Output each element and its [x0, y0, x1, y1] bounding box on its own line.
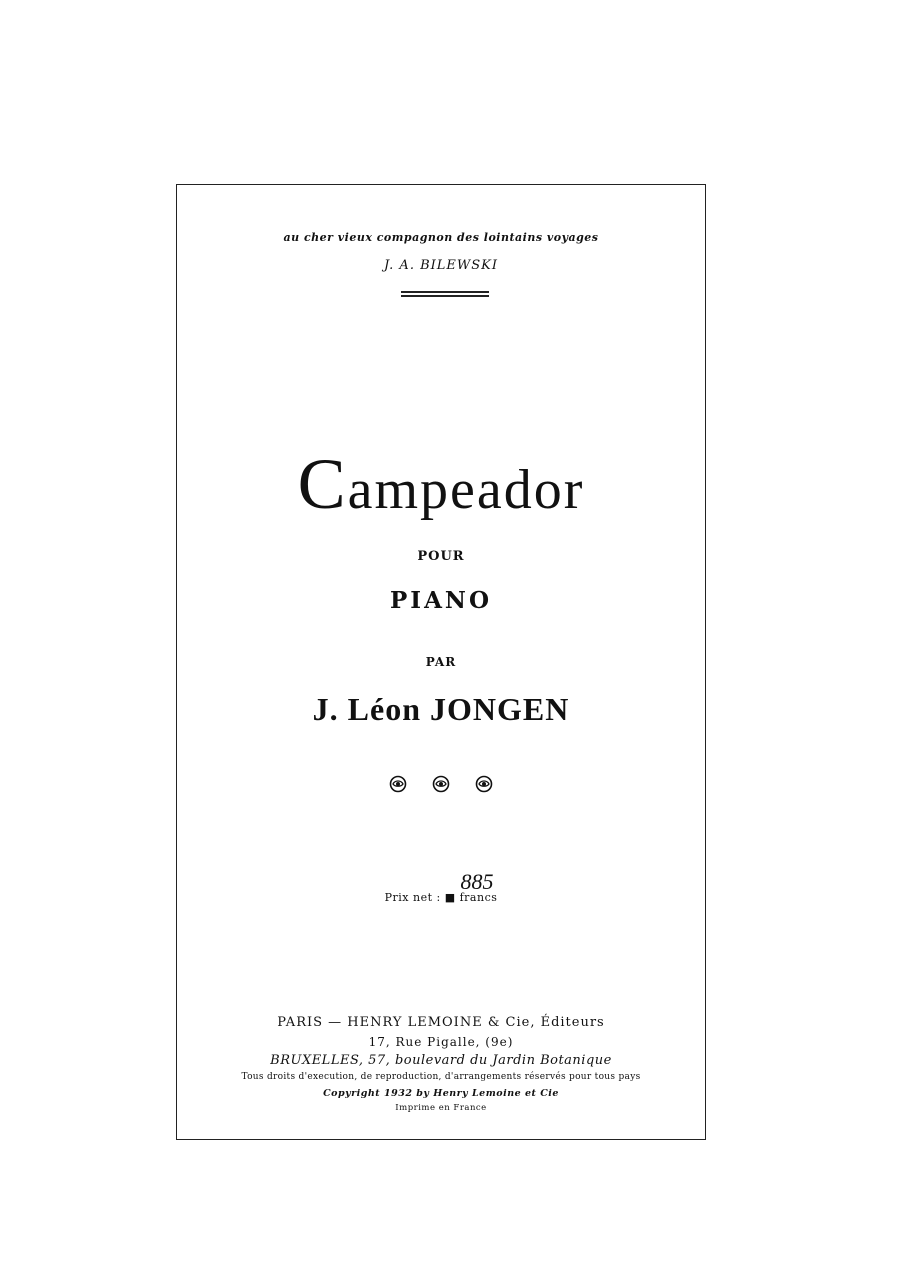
work-title	[177, 443, 705, 526]
par-label: PAR	[425, 655, 457, 669]
price-line: Prix net : ■ francs	[384, 891, 498, 904]
rose-ornament-icon	[432, 775, 450, 793]
double-rule-divider	[401, 291, 489, 297]
rose-ornament-icon	[389, 775, 407, 793]
plate-number: 885	[460, 869, 494, 894]
pour-label: POUR	[417, 549, 465, 564]
title-rest: ampeador	[347, 459, 585, 521]
publisher-line-1: PARIS — HENRY LEMOINE & Cie, Éditeurs	[277, 1015, 605, 1030]
title-page-frame	[176, 184, 706, 1140]
copyright-notice: Copyright 1932 by Henry Lemoine et Cie	[323, 1088, 559, 1099]
printed-in-france: Imprime en France	[395, 1103, 487, 1113]
instrument-label: PIANO	[390, 587, 492, 614]
title-initial: C	[297, 444, 348, 524]
publisher-address: 17, Rue Pigalle, (9e)	[368, 1035, 514, 1049]
ornament-row	[177, 775, 705, 797]
dedication-line: au cher vieux compagnon des lointains voyages	[283, 231, 599, 244]
composer-name: J. Léon JONGEN	[312, 691, 570, 727]
rose-ornament-icon	[475, 775, 493, 793]
dedicatee-name: J. A. BILEWSKI	[383, 258, 499, 273]
publisher-brussels: BRUXELLES, 57, boulevard du Jardin Botanique	[270, 1053, 612, 1068]
rights-notice: Tous droits d'execution, de reproduction, d'arrangements réservés pour tous pays	[241, 1072, 641, 1082]
